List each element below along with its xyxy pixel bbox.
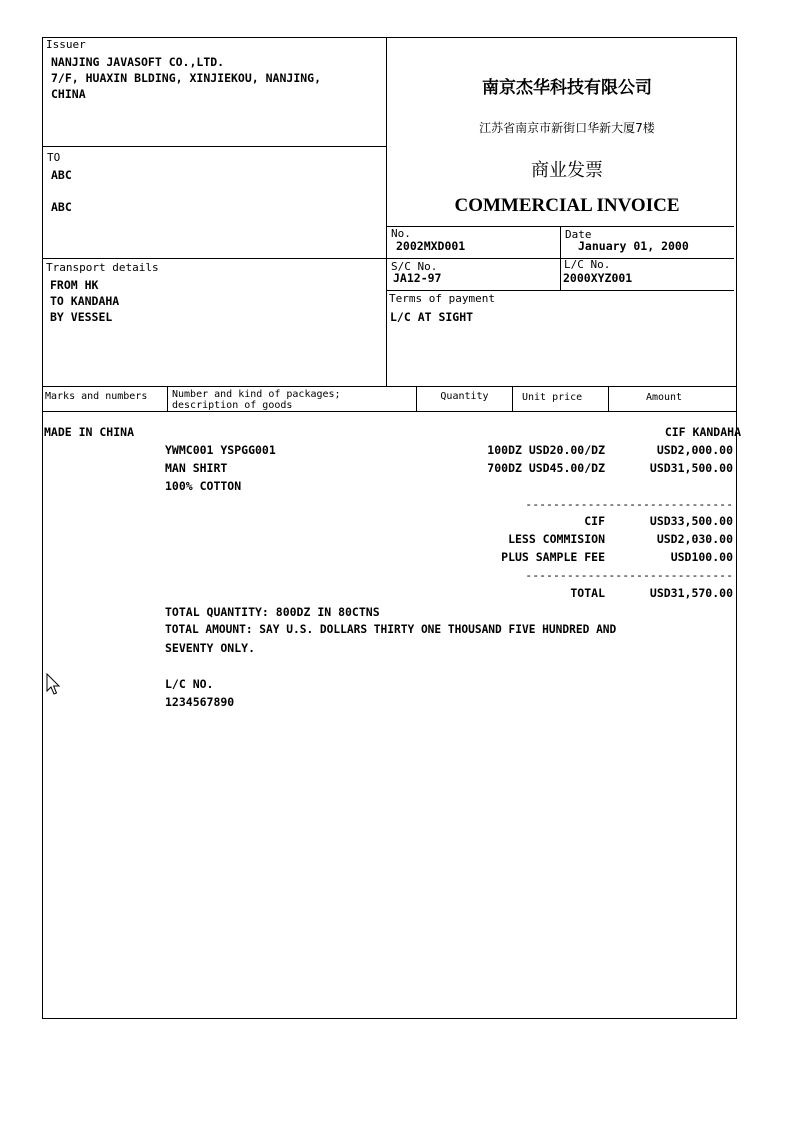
issuer-address-line2: CHINA	[51, 87, 86, 101]
divider-issuer-to	[42, 146, 387, 147]
lc-number-label: L/C NO.	[165, 677, 214, 691]
date-label: Date	[565, 228, 592, 241]
goods-amount-2: USD31,500.00	[649, 461, 733, 475]
goods-desc-1: YWMC001 YSPGG001	[165, 443, 276, 457]
total-amount-line2: SEVENTY ONLY.	[165, 641, 256, 655]
divider-to-transport	[42, 258, 387, 259]
total-amount-line1: TOTAL AMOUNT: SAY U.S. DOLLARS THIRTY ONE THOUSAND FIVE HUNDRED AND	[165, 623, 617, 636]
to-line1: ABC	[51, 168, 72, 182]
divider-no-date	[560, 226, 561, 291]
transport-label: Transport details	[46, 261, 159, 274]
table-col-divider-1	[167, 386, 168, 412]
goods-amount-1: USD2,000.00	[656, 443, 733, 457]
cif-value: USD33,500.00	[649, 514, 733, 528]
header-packages-line2: description of goods	[172, 400, 293, 411]
payment-label: Terms of payment	[389, 292, 495, 305]
table-header-bottom	[42, 411, 737, 412]
table-col-divider-3	[512, 386, 513, 412]
goods-qty-price-2: 700DZ USD45.00/DZ	[487, 461, 605, 475]
sample-fee-label: PLUS SAMPLE FEE	[501, 550, 605, 564]
transport-line1: FROM HK	[50, 278, 99, 292]
transport-line2: TO KANDAHA	[50, 294, 120, 308]
header-marks: Marks and numbers	[45, 391, 148, 402]
divider-dashes-1: ------------------------------	[525, 497, 733, 511]
transport-line3: BY VESSEL	[50, 310, 113, 324]
header-unit-price: Unit price	[522, 392, 583, 403]
total-value: USD31,570.00	[649, 586, 733, 600]
doc-title-en: COMMERCIAL INVOICE	[454, 195, 680, 216]
commission-value: USD2,030.00	[656, 532, 733, 546]
marks-value: MADE IN CHINA	[44, 425, 135, 439]
sc-no-value: JA12-97	[393, 271, 442, 285]
divider-dashes-2: ------------------------------	[525, 568, 733, 582]
issuer-label: Issuer	[46, 38, 86, 51]
goods-desc-2: MAN SHIRT	[165, 461, 228, 475]
lc-no-value: 2000XYZ001	[563, 271, 633, 285]
goods-desc-3: 100% COTTON	[165, 479, 242, 493]
table-header-top	[42, 386, 737, 387]
trade-term: CIF KANDAHA	[664, 425, 741, 439]
cif-label: CIF	[584, 514, 605, 528]
total-quantity: TOTAL QUANTITY: 800DZ IN 80CTNS	[165, 605, 380, 619]
header-amount: Amount	[645, 392, 683, 403]
total-label: TOTAL	[570, 586, 605, 600]
issuer-name: NANJING JAVASOFT CO.,LTD.	[51, 55, 225, 69]
issuer-address-line1: 7/F, HUAXIN BLDING, XINJIEKOU, NANJING,	[51, 71, 322, 85]
lc-no-label: L/C No.	[564, 258, 611, 271]
invoice-no-label: No.	[391, 227, 411, 240]
invoice-no-value: 2002MXD001	[396, 239, 466, 253]
goods-qty-price-1: 100DZ USD20.00/DZ	[487, 443, 605, 457]
header-quantity: Quantity	[440, 391, 489, 402]
sample-fee-value: USD100.00	[670, 550, 733, 564]
payment-value: L/C AT SIGHT	[390, 310, 474, 324]
header-packages-line1: Number and kind of packages;	[172, 389, 341, 400]
sc-no-label: S/C No.	[391, 260, 438, 273]
date-value: January 01, 2000	[578, 239, 689, 253]
lc-number-value: 1234567890	[165, 695, 235, 709]
to-label: TO	[47, 151, 61, 164]
to-line2: ABC	[51, 200, 72, 214]
commission-label: LESS COMMISION	[508, 532, 605, 546]
company-name-cn: 南京杰华科技有限公司	[482, 78, 652, 98]
mouse-pointer-icon	[46, 673, 62, 697]
company-address-cn: 江苏省南京市新街口华新大厦7楼	[479, 121, 655, 135]
doc-title-cn: 商业发票	[531, 160, 603, 181]
